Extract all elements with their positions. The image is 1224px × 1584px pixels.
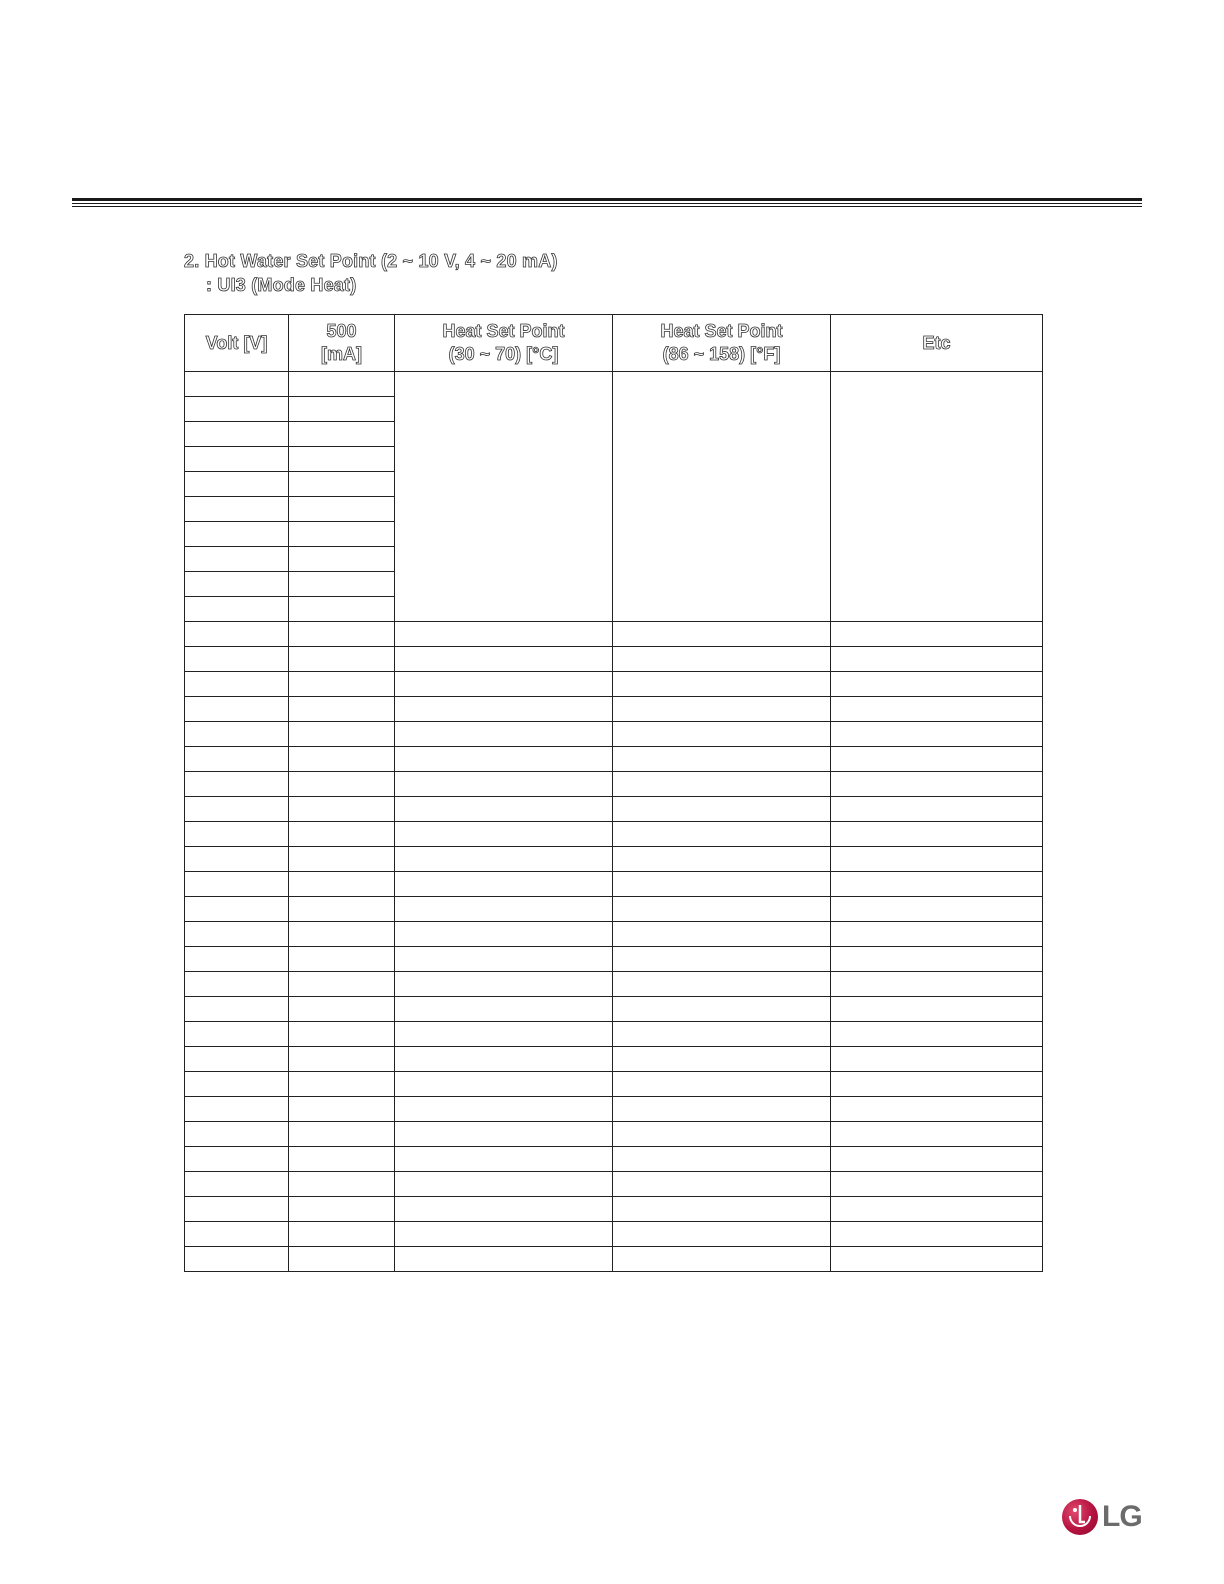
table-header-row [185, 315, 1043, 372]
cell-heat-c [395, 1247, 613, 1272]
cell-heat-c [395, 1222, 613, 1247]
col-heat-c: Heat Set Point (30 ~ 70) [°C] [395, 315, 613, 372]
table-row [185, 797, 1043, 822]
cell-volt [185, 772, 289, 797]
cell-volt [185, 1047, 289, 1072]
cell-volt [185, 397, 289, 422]
cell-etc [831, 847, 1043, 872]
cell-ma [289, 697, 395, 722]
cell-heat-c [395, 747, 613, 772]
cell-heat-c [395, 1197, 613, 1222]
table-row [185, 1222, 1043, 1247]
cell-etc [831, 1072, 1043, 1097]
cell-etc [831, 822, 1043, 847]
cell-heat-c [395, 997, 613, 1022]
cell-heat-c [395, 1072, 613, 1097]
cell-heat-c [395, 797, 613, 822]
cell-etc [831, 722, 1043, 747]
cell-heat-c [395, 822, 613, 847]
cell-heat-f [613, 647, 831, 672]
cell-heat-c [395, 1097, 613, 1122]
table-row [185, 622, 1043, 647]
cell-etc [831, 872, 1043, 897]
cell-heat-c [395, 622, 613, 647]
cell-ma [289, 972, 395, 997]
table-row [185, 822, 1043, 847]
cell-heat-f [613, 747, 831, 772]
table-row [185, 972, 1043, 997]
table-row [185, 1072, 1043, 1097]
table-row [185, 1197, 1043, 1222]
cell-heat-f [613, 1122, 831, 1147]
cell-etc [831, 947, 1043, 972]
cell-ma [289, 622, 395, 647]
cell-heat-c [395, 722, 613, 747]
cell-volt [185, 1122, 289, 1147]
cell-heat-f [613, 847, 831, 872]
cell-heat-c [395, 772, 613, 797]
cell-etc [831, 1122, 1043, 1147]
table-row [185, 722, 1043, 747]
cell-heat-f [613, 797, 831, 822]
cell-heat-c [395, 647, 613, 672]
header-rule [72, 198, 1142, 207]
table-row [185, 872, 1043, 897]
cell-volt [185, 972, 289, 997]
cell-etc [831, 922, 1043, 947]
lg-face-icon [1062, 1498, 1098, 1534]
cell-ma [289, 647, 395, 672]
cell-heat-c [395, 1022, 613, 1047]
cell-etc [831, 1022, 1043, 1047]
table-row [185, 847, 1043, 872]
cell-volt [185, 847, 289, 872]
cell-volt [185, 722, 289, 747]
cell-etc [831, 772, 1043, 797]
cell-volt [185, 672, 289, 697]
cell-volt [185, 747, 289, 772]
cell-heat-f [613, 1197, 831, 1222]
cell-ma [289, 722, 395, 747]
col-etc: Etc [831, 315, 1043, 372]
cell-heat-c [395, 897, 613, 922]
cell-volt [185, 1072, 289, 1097]
cell-heat-c [395, 922, 613, 947]
cell-ma [289, 447, 395, 472]
cell-volt [185, 1022, 289, 1047]
cell-etc [831, 672, 1043, 697]
cell-heat-f [613, 1072, 831, 1097]
cell-ma [289, 572, 395, 597]
cell-heat-c [395, 1147, 613, 1172]
cell-ma [289, 1047, 395, 1072]
table-row [185, 997, 1043, 1022]
cell-heat-c [395, 1172, 613, 1197]
cell-ma [289, 847, 395, 872]
col-ma: 500 [mA] [289, 315, 395, 372]
section-title: 2. Hot Water Set Point (2 ~ 10 V, 4 ~ 20 mA) [184, 251, 558, 271]
cell-ma [289, 1122, 395, 1147]
cell-heat-f [613, 1097, 831, 1122]
cell-heat-c [395, 872, 613, 897]
cell-etc [831, 622, 1043, 647]
cell-heat-f [613, 672, 831, 697]
cell-heat-c [395, 672, 613, 697]
table-row [185, 697, 1043, 722]
cell-heat-f-merged [613, 372, 831, 622]
cell-volt [185, 1147, 289, 1172]
cell-etc [831, 897, 1043, 922]
cell-ma [289, 772, 395, 797]
cell-heat-f [613, 1172, 831, 1197]
cell-heat-c [395, 697, 613, 722]
cell-volt [185, 447, 289, 472]
cell-ma [289, 1222, 395, 1247]
table-row [185, 947, 1043, 972]
cell-ma [289, 672, 395, 697]
cell-ma [289, 472, 395, 497]
table-row [185, 1022, 1043, 1047]
cell-etc [831, 1247, 1043, 1272]
cell-etc [831, 647, 1043, 672]
cell-heat-f [613, 972, 831, 997]
set-point-table [184, 314, 1043, 1272]
cell-ma [289, 947, 395, 972]
cell-ma [289, 1072, 395, 1097]
table-row [185, 1122, 1043, 1147]
section-subtitle: : UI3 (Mode Heat) [206, 275, 357, 295]
cell-volt [185, 647, 289, 672]
cell-volt [185, 872, 289, 897]
cell-etc [831, 1097, 1043, 1122]
cell-heat-f [613, 1222, 831, 1247]
cell-ma [289, 1147, 395, 1172]
table-row [185, 672, 1043, 697]
cell-volt [185, 947, 289, 972]
cell-ma [289, 922, 395, 947]
cell-heat-f [613, 772, 831, 797]
cell-volt [185, 1172, 289, 1197]
cell-volt [185, 1247, 289, 1272]
cell-volt [185, 922, 289, 947]
cell-etc [831, 697, 1043, 722]
cell-volt [185, 997, 289, 1022]
cell-heat-c [395, 1047, 613, 1072]
table-row [185, 1147, 1043, 1172]
cell-volt [185, 597, 289, 622]
cell-etc-merged [831, 372, 1043, 622]
cell-volt [185, 572, 289, 597]
cell-etc [831, 747, 1043, 772]
cell-etc [831, 1222, 1043, 1247]
cell-ma [289, 1172, 395, 1197]
cell-ma [289, 372, 395, 397]
cell-heat-c [395, 947, 613, 972]
cell-heat-c [395, 847, 613, 872]
cell-ma [289, 997, 395, 1022]
table-row [185, 1047, 1043, 1072]
cell-etc [831, 1172, 1043, 1197]
cell-volt [185, 1097, 289, 1122]
cell-heat-f [613, 822, 831, 847]
table-row [185, 772, 1043, 797]
table-row [185, 647, 1043, 672]
cell-heat-f [613, 1022, 831, 1047]
cell-ma [289, 897, 395, 922]
cell-ma [289, 747, 395, 772]
cell-etc [831, 972, 1043, 997]
lg-logo [1062, 1498, 1144, 1536]
cell-ma [289, 1197, 395, 1222]
cell-heat-c-merged [395, 372, 613, 622]
cell-etc [831, 1147, 1043, 1172]
cell-heat-f [613, 1047, 831, 1072]
cell-heat-f [613, 947, 831, 972]
cell-ma [289, 822, 395, 847]
table-body [185, 372, 1043, 1272]
cell-volt [185, 1222, 289, 1247]
cell-ma [289, 797, 395, 822]
cell-ma [289, 597, 395, 622]
cell-heat-f [613, 1247, 831, 1272]
table-row [185, 1172, 1043, 1197]
cell-heat-f [613, 697, 831, 722]
cell-heat-f [613, 722, 831, 747]
cell-heat-f [613, 622, 831, 647]
table-row [185, 897, 1043, 922]
cell-etc [831, 797, 1043, 822]
table-row [185, 1247, 1043, 1272]
cell-volt [185, 422, 289, 447]
cell-volt [185, 697, 289, 722]
cell-volt [185, 497, 289, 522]
cell-volt [185, 372, 289, 397]
cell-etc [831, 1197, 1043, 1222]
cell-ma [289, 1022, 395, 1047]
cell-heat-f [613, 897, 831, 922]
table-row [185, 922, 1043, 947]
section-heading [184, 249, 558, 297]
cell-heat-f [613, 1147, 831, 1172]
cell-heat-c [395, 1122, 613, 1147]
cell-volt [185, 822, 289, 847]
cell-volt [185, 1197, 289, 1222]
cell-ma [289, 522, 395, 547]
col-volt: Volt [V] [185, 315, 289, 372]
cell-volt [185, 522, 289, 547]
cell-ma [289, 547, 395, 572]
cell-etc [831, 997, 1043, 1022]
col-heat-f: Heat Set Point (86 ~ 158) [°F] [613, 315, 831, 372]
cell-etc [831, 1047, 1043, 1072]
cell-heat-c [395, 972, 613, 997]
cell-heat-f [613, 997, 831, 1022]
cell-ma [289, 497, 395, 522]
cell-heat-f [613, 872, 831, 897]
cell-ma [289, 397, 395, 422]
lg-logo-text: LG [1102, 1500, 1142, 1533]
cell-ma [289, 1097, 395, 1122]
cell-volt [185, 547, 289, 572]
cell-ma [289, 422, 395, 447]
table-row [185, 747, 1043, 772]
cell-ma [289, 872, 395, 897]
cell-heat-f [613, 922, 831, 947]
table-row [185, 372, 1043, 397]
cell-ma [289, 1247, 395, 1272]
cell-volt [185, 797, 289, 822]
cell-volt [185, 472, 289, 497]
cell-volt [185, 622, 289, 647]
table-row [185, 1097, 1043, 1122]
cell-volt [185, 897, 289, 922]
